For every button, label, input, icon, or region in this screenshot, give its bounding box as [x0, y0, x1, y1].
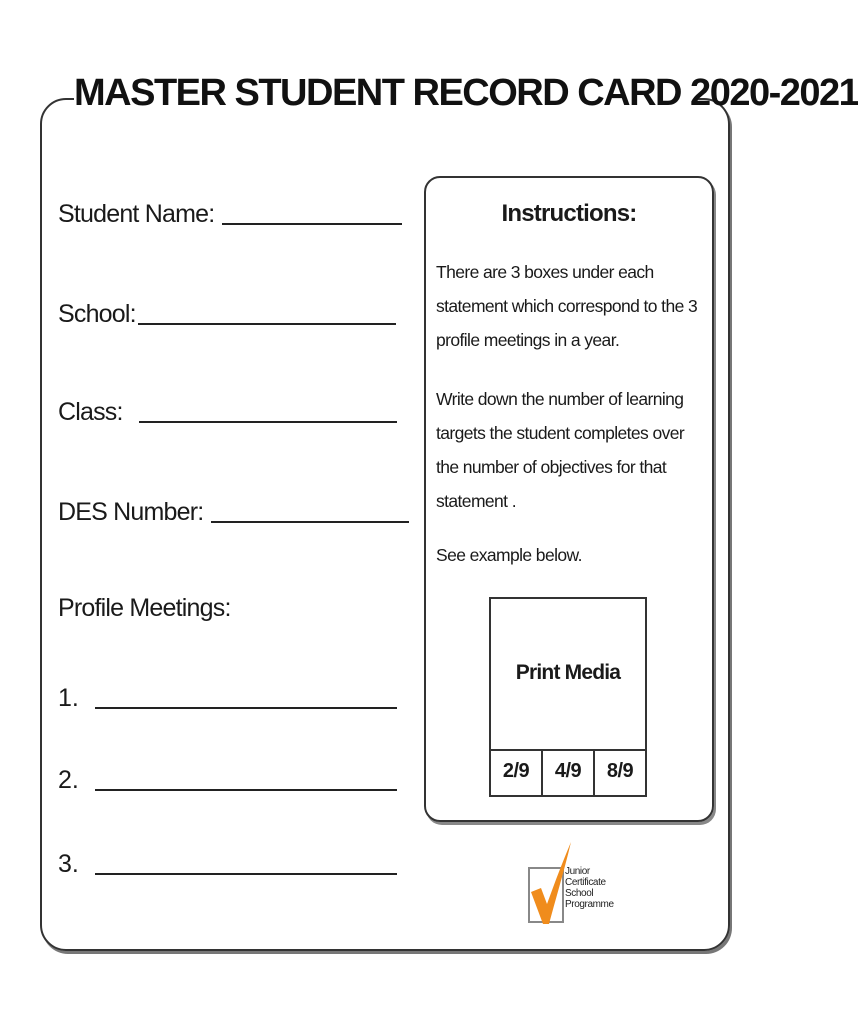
example-title: Print Media — [515, 661, 621, 684]
logo-line: Junior — [565, 866, 590, 877]
example-cells — [491, 749, 645, 795]
profile-meeting-2[interactable] — [58, 766, 397, 795]
des-number-line[interactable] — [211, 520, 409, 523]
school-label: School: — [58, 300, 136, 328]
example-box — [489, 597, 647, 797]
example-cell: 4/9 — [543, 751, 595, 795]
school-field[interactable] — [58, 300, 396, 329]
profile-meeting-number: 3. — [58, 850, 79, 878]
profile-meeting-number: 1. — [58, 684, 79, 712]
des-number-label: DES Number: — [58, 498, 204, 526]
logo-line: School — [565, 888, 594, 899]
logo-line: Programme — [565, 899, 614, 910]
class-line[interactable] — [139, 420, 397, 423]
student-name-line[interactable] — [222, 222, 402, 225]
class-field[interactable] — [58, 398, 397, 427]
profile-meetings-label: Profile Meetings: — [58, 594, 231, 622]
student-name-label: Student Name: — [58, 200, 215, 228]
instructions-heading: Instructions: — [501, 200, 637, 227]
des-number-field[interactable] — [58, 498, 409, 527]
profile-meeting-3[interactable] — [58, 850, 397, 879]
profile-meeting-line[interactable] — [95, 706, 397, 709]
page-title: MASTER STUDENT RECORD CARD 2020-2021 — [74, 72, 858, 114]
school-line[interactable] — [138, 322, 396, 325]
profile-meeting-line[interactable] — [95, 872, 397, 875]
profile-meeting-line[interactable] — [95, 788, 397, 791]
example-cell: 2/9 — [491, 751, 543, 795]
profile-meeting-1[interactable] — [58, 684, 397, 713]
instructions-paragraph-3: See example below. — [436, 545, 582, 565]
profile-meeting-number: 2. — [58, 766, 79, 794]
class-label: Class: — [58, 398, 123, 426]
logo-text — [565, 866, 614, 910]
logo-line: Certificate — [565, 877, 606, 888]
student-name-field[interactable] — [58, 200, 402, 229]
instructions-paragraph-1: There are 3 boxes under each statement which correspond to the 3 profile meetings in a year. — [436, 262, 698, 350]
instructions-paragraph-2: Write down the number of learning targets the student completes over the number of objectives for that statement . — [436, 389, 685, 511]
example-cell: 8/9 — [606, 760, 634, 782]
